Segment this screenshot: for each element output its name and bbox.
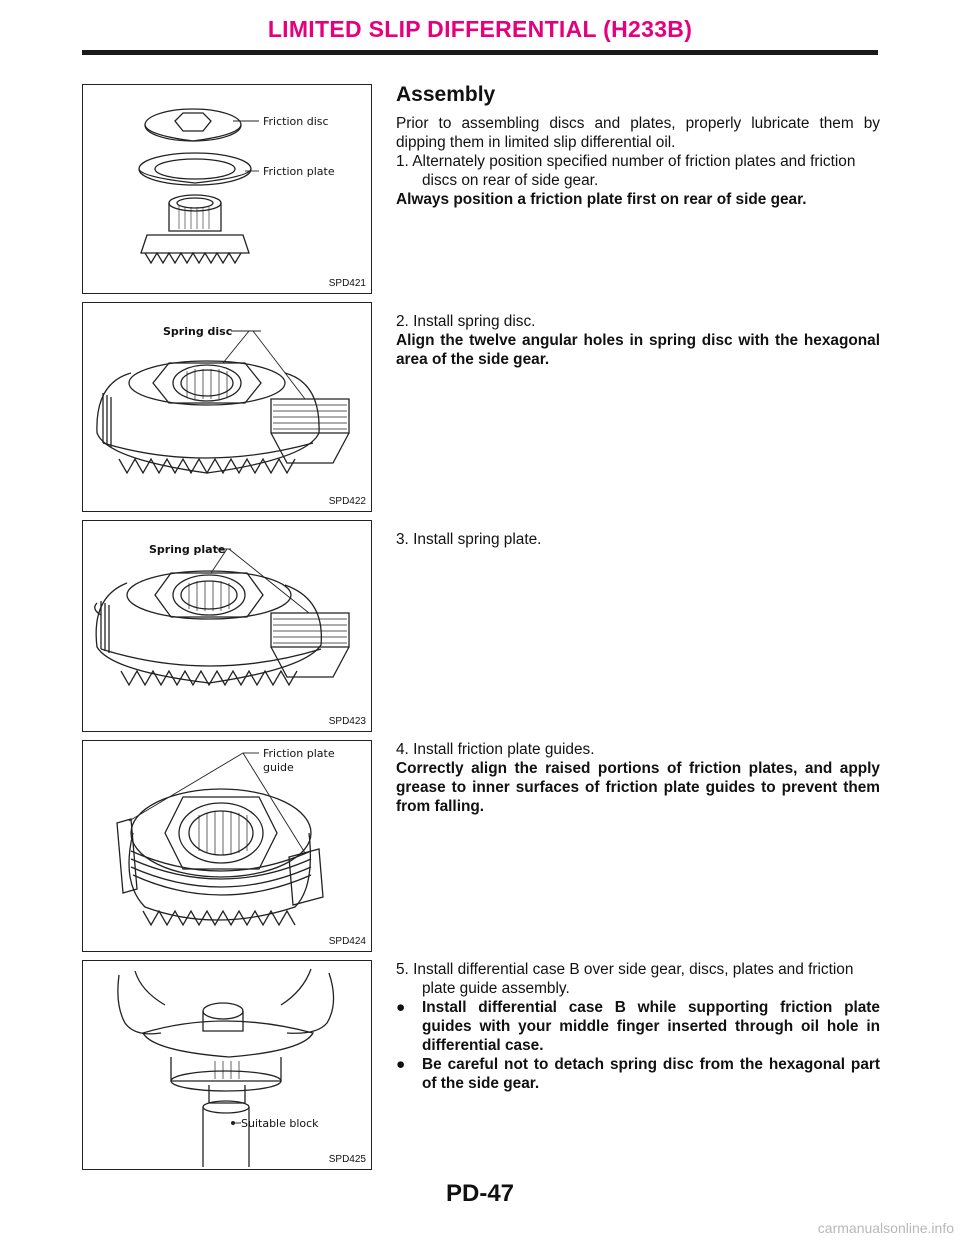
step-5-section [396, 960, 880, 1093]
section-heading: Assembly [396, 83, 496, 106]
step-1-note: Always position a friction plate first on rear of side gear. [396, 191, 807, 208]
page-number: PD-47 [445, 1180, 515, 1207]
step-2-note: Align the twelve angular holes in spring disc with the hexagonal area of the side gear. [396, 332, 880, 368]
label-spring-disc: Spring disc [163, 325, 233, 338]
step-1: 1. Alternately position specified number of friction plates and friction discs on rear of side gear. [396, 153, 856, 189]
bullet-icon: ● [396, 999, 406, 1016]
assembly-section [396, 82, 880, 209]
step-3-section [396, 530, 880, 549]
spring-disc-illustration [83, 303, 372, 512]
figure-spd425 [82, 960, 372, 1170]
figure-spd421 [82, 84, 372, 294]
page-header-title: LIMITED SLIP DIFFERENTIAL (H233B) [267, 16, 693, 42]
assembly-intro: Prior to assembling discs and plates, properly lubricate them by dipping them in limited slip differential oil. [396, 115, 880, 151]
step-3: 3. Install spring plate. [396, 531, 542, 548]
watermark: carmanualsonline.info [817, 1220, 954, 1236]
step-4-note: Correctly align the raised portions of friction plates, and apply grease to inner surfaces of friction plate guides to prevent them from falling. [396, 760, 880, 815]
spring-plate-illustration [83, 521, 372, 732]
friction-plate-guide-illustration [83, 741, 372, 952]
figure-spd422 [82, 302, 372, 512]
step-5: 5. Install differential case B over side gear, discs, plates and friction plate guide assembly. [396, 961, 854, 997]
label-suitable-block: Suitable block [241, 1117, 319, 1130]
step-5-bullet: ● Be careful not to detach spring disc from the hexagonal part of the side gear. [396, 1056, 880, 1092]
step-4: 4. Install friction plate guides. [396, 741, 595, 758]
label-friction-plate: Friction plate [263, 165, 335, 178]
figure-code: SPD424 [328, 936, 366, 947]
friction-disc-plate-illustration [83, 85, 372, 294]
figure-code: SPD422 [328, 496, 366, 507]
figure-code: SPD421 [328, 278, 366, 289]
figure-code: SPD423 [328, 716, 366, 727]
step-4-section [396, 740, 880, 816]
figure-spd423 [82, 520, 372, 732]
step-2-section [396, 312, 880, 369]
label-friction-plate: Friction plate [263, 747, 335, 760]
label-guide: guide [263, 761, 294, 774]
header-rule [82, 50, 878, 55]
label-spring-plate: Spring plate [149, 543, 226, 556]
figure-spd424 [82, 740, 372, 952]
case-installation-illustration [83, 961, 372, 1170]
label-friction-disc: Friction disc [263, 115, 329, 128]
step-2: 2. Install spring disc. [396, 313, 536, 330]
step-5-bullet: ● Install differential case B while supporting friction plate guides with your middle finger inserted through oil hole in differential case. [396, 999, 880, 1054]
bullet-icon: ● [396, 1056, 406, 1073]
figure-code: SPD425 [328, 1154, 366, 1165]
